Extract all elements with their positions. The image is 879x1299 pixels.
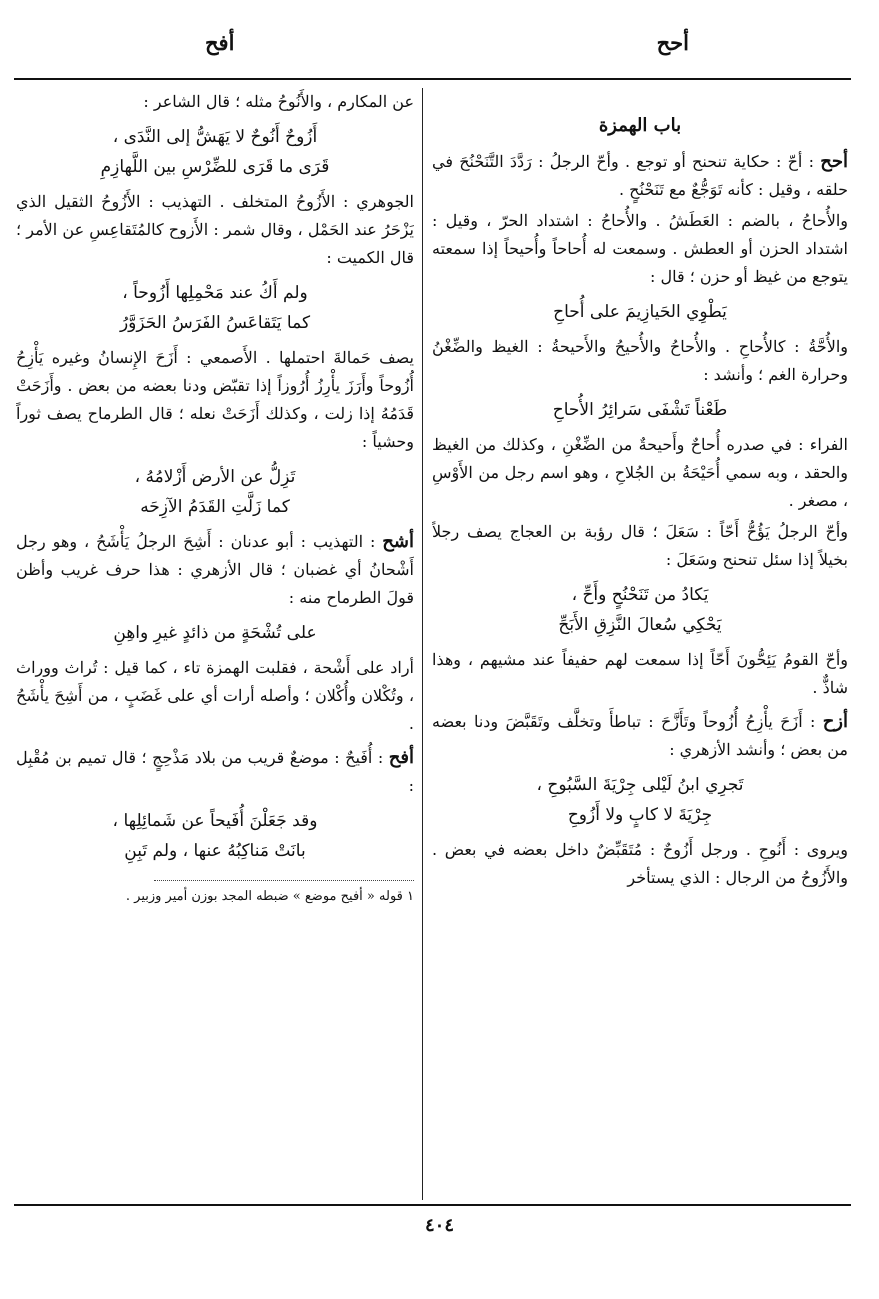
footnote-rule: [154, 880, 414, 881]
verse-line: يَحْكِي سُعالَ النَّزِقِ الأَبَحِّ: [558, 615, 722, 635]
verse: [16, 278, 414, 338]
verse: [16, 462, 414, 522]
verse-line: تَجرِي ابنُ لَيْلى جِرْيَةَ السَّبُوحِ ،: [536, 775, 744, 795]
verse-line: قَرَى ما قَرَى للضِّرْسِ بين اللَّهازِمِ: [100, 157, 330, 177]
entry-ahh-p5: وأحّ الرجلُ يَؤُحُّ أَحّاً : سَعَلَ ؛ قال رؤبة بن العجاج يصف رجلاً بخيلاً إذا سئل تنحنح وسَعَلَ :: [432, 522, 848, 569]
headword-ashh: أشح: [382, 531, 414, 552]
verse-line: كما زَلَّتِ القَدَمُ الآزِحَه: [140, 497, 290, 517]
header-rule: [14, 78, 851, 80]
entry-ahh-p4: الفراء : في صدره أُحاحٌ وأَحيحةٌ من الضِّغْنِ ، وكذلك من الغيظ والحقد ، وبه سمي أُحَيْحَةُ بن الجُلاحِ ، وهو اسم رجل من الأَوْسِ ، مصغر .: [432, 435, 848, 510]
entry-azh-p2: ويروى : أَنُوحِ . ورجل أَزُوحٌ : مُتَقَبِّضٌ داخل بعضه في بعض . والأَزُوحُ من الرجال : الذي يستأخر: [432, 840, 848, 887]
headword-ahh: أحح: [820, 151, 848, 172]
entry-ahh: [432, 148, 848, 204]
verse: [16, 618, 414, 648]
headword-afh: أفح: [388, 747, 414, 768]
left-p1: عن المكارم ، والأَنُوحُ مثله ؛ قال الشاعر :: [143, 92, 414, 111]
verse-line: تَزِلُّ عن الأرض أَزْلامُهُ ،: [134, 467, 296, 487]
page-header: [0, 30, 879, 74]
entry-afh: [16, 744, 414, 800]
entry-ahh-p2: والأُحاحُ ، بالضم : العَطَشُ . والأُحاحُ : اشتداد الحرّ ، وقيل : اشتداد الحزن أو العطش . وسمعت له أُحاحاً وأُحيحاً إذا سمعته يتوجع من غيظ أو حزن ؛ قال :: [432, 211, 848, 286]
headword-azh: أزح: [822, 711, 848, 732]
entry-azh: [432, 708, 848, 764]
page-number: ٤٠٤: [424, 1215, 454, 1236]
right-column: [432, 88, 848, 1198]
entry-ashh: [16, 528, 414, 612]
entry-ashh-p1: : التهذيب : أبو عدنان : أَشِحَ الرجلُ يَأْشَحُ ، وهو رجل أَشْحانُ أي غضبان ؛ قال الأزهري : هذا حرف غريب وأظن قولَ الطرماح منه :: [16, 532, 414, 607]
verse-line: يَكادُ من تَنَحْنُحٍ وأَحِّ ،: [571, 585, 709, 605]
verse-line: وقد جَعَلْنَ أُفَيحاً عن شَمائِلِها ،: [112, 811, 318, 831]
entry-ahh-p3: والأُحَّةُ : كالأُحاحِ . والأُحاحُ والأُحيحُ والأَحيحةُ : الغيظ والضِّغْنُ وحرارة الغم ؛ وأنشد :: [432, 337, 848, 384]
verse: [432, 770, 848, 830]
entry-azh-p1: : أَزَحَ يأْزِحُ أُزُوحاً وتَأَزَّحَ : تباطأَ وتخلَّف وتَقَبَّضَ ودنا بعضه من بعض ؛ وأنشد الأزهري :: [432, 712, 848, 759]
verse: [432, 395, 848, 425]
section-title: باب الهمزة: [598, 115, 682, 136]
entry-ahh-p6: وأحّ القومُ يَئِحُّونَ أَحّاً إذا سمعت لهم حفيفاً عند مشيهم ، وهذا شاذٌّ .: [432, 650, 848, 697]
entry-afh-p1: : أُفَيحٌ : موضعٌ قريب من بلاد مَذْحِجٍ ؛ قال تميم بن مُقْبِل :: [16, 748, 414, 795]
right-guide-word: أحح: [656, 30, 689, 55]
left-p3: يصف حَمالةَ احتملها . الأَصمعي : أَزَحَ الإِنسانُ وغيره يَأْزِحُ أُزُوحاً وأَرَزَ يأْرِزُ أُرُوزاً إذا تقبّض ودنا بعضه من بعض . وأَزَحَتْ قَدَمُهُ إذا زلت ، وكذلك أَزَحَتْ نعله ؛ قال الطرماح يصف ثوراً وحشياً :: [16, 348, 414, 451]
verse: [16, 122, 414, 182]
verse: [432, 580, 848, 640]
entry-ahh-p1: : أحّ : حكاية تنحنح أو توجع . وأحّ الرجلُ : رَدَّدَ التَّنَحْنُحَ في حلقه ، وقيل : كأنه تَوَجُّعٌ مع تَنَحْنُحٍ .: [432, 152, 848, 199]
verse-line: كما يَتَقاعَسُ الفَرَسُ الحَزَوَّرُ: [119, 313, 311, 333]
verse-line: على تُشْحَةٍ من ذائدٍ غيرِ واهِنِ: [113, 623, 317, 643]
verse: [432, 297, 848, 327]
verse-line: أَزُوحٌ أَنُوحٌ لا يَهَشُّ إلى النَّدَى ،: [112, 127, 318, 147]
column-divider: [422, 88, 423, 1200]
verse-line: طَعْناً تَشْفَى سَرائِرُ الأُحاحِ: [552, 400, 728, 420]
verse-line: يَطْوِي الحَيازِيمَ على أُحاحِ: [553, 302, 727, 322]
verse-line: جِرْيَةَ لا كابٍ ولا أَزُوحِ: [567, 805, 713, 825]
footer-rule: [14, 1204, 851, 1206]
verse-line: بانَتْ مَناكِبُهُ عنها ، ولم تَبِنِ: [124, 841, 306, 861]
footnote: ١ قوله « أفيح موضع » ضبطه المجد بوزن أمير وزبير .: [125, 889, 414, 904]
left-p2: الجوهري : الأَزُوحُ المتخلف . التهذيب : الأَزُوحُ الثقيل الذي يَزْحَرُ عند الحَمْل ، وقال شمر : الأَزوح كالمُتَقاعِسِ عن الأمر ؛ قال الكميت :: [16, 192, 414, 267]
verse-line: ولم أَكُ عند مَحْمِلِها أَزُوحاً ،: [122, 283, 308, 303]
left-column: [16, 88, 414, 1198]
verse: [16, 806, 414, 866]
entry-ashh-p2: أراد على أَشْحة ، فقلبت الهمزة تاء ، كما قيل : تُراث ووراث ، وتُكْلان وأُكْلان ؛ وأصله أرات أي على غَضَبٍ ، من أَشِحَ يأْشَحُ .: [16, 658, 414, 733]
left-guide-word: أفح: [205, 30, 235, 55]
